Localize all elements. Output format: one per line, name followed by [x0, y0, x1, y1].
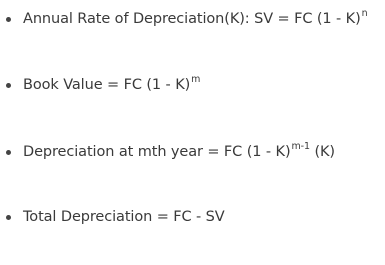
formula-superscript: m-1: [291, 140, 310, 152]
formula-text: Book Value = FC (1 - K): [23, 77, 191, 93]
formula-superscript: n: [361, 7, 368, 19]
formula-item-annual-rate: [6, 8, 368, 30]
formula-text: Total Depreciation = FC - SV: [23, 209, 225, 225]
formula-text: Depreciation at mth year = FC (1 - K): [23, 144, 291, 160]
formula-text: Annual Rate of Depreciation(K): SV = FC (1 - K): [23, 11, 361, 27]
bullet-icon: [6, 150, 11, 155]
formula-item-book-value: [6, 74, 200, 96]
bullet-icon: [6, 83, 11, 88]
formula-item-depreciation-mth-year: [6, 141, 335, 163]
formula-text-after: (K): [309, 144, 335, 160]
formula-superscript: m: [191, 73, 201, 85]
formula-item-total-depreciation: [6, 206, 225, 228]
bullet-icon: [6, 215, 11, 220]
bullet-icon: [6, 17, 11, 22]
